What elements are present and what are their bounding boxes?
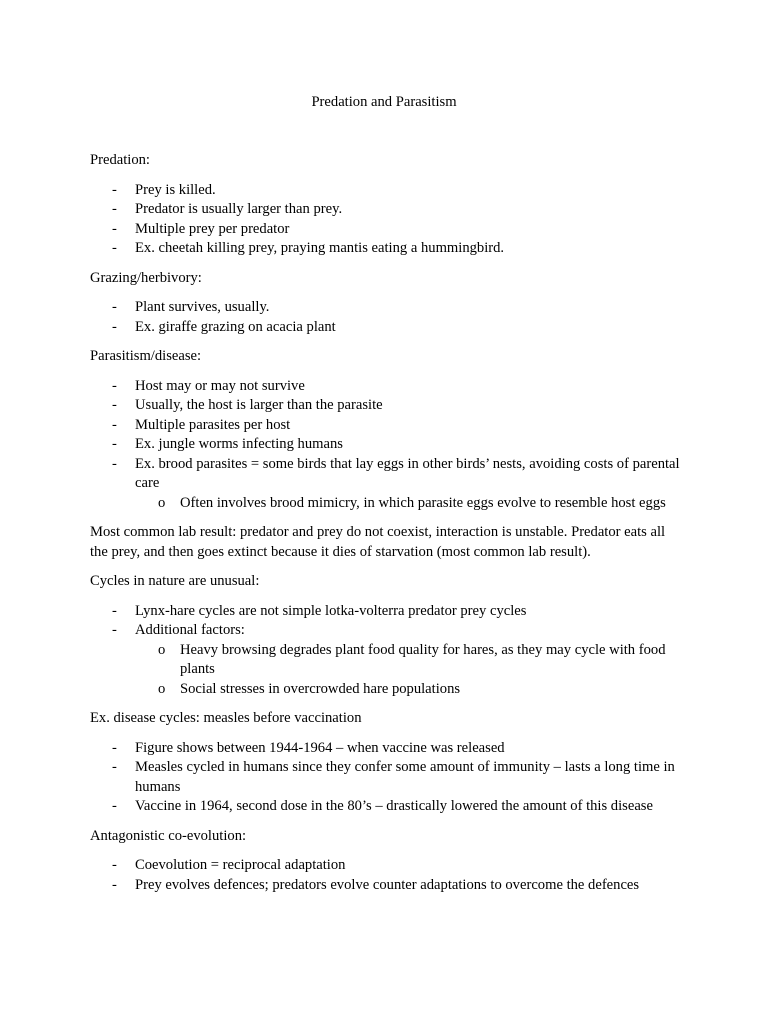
dash-bullet: -	[112, 876, 117, 893]
grazing-list	[90, 298, 682, 337]
parasitism-list	[90, 377, 682, 514]
list-item	[90, 200, 682, 220]
dash-bullet: -	[112, 455, 117, 472]
section-heading-parasitism: Parasitism/disease:	[90, 348, 202, 364]
list-item	[90, 455, 682, 514]
dash-bullet: -	[112, 181, 117, 198]
list-item	[90, 876, 682, 896]
dash-bullet: -	[112, 436, 117, 452]
list-item	[90, 435, 682, 455]
section-heading-grazing: Grazing/herbivory:	[90, 269, 202, 286]
sublist-item-text: Social stresses in overcrowded hare populations	[180, 680, 461, 697]
coevolution-list	[90, 856, 682, 895]
sublist-item-text: Often involves brood mimicry, in which parasite eggs evolve to resemble host eggs	[180, 494, 666, 511]
section-heading-cycles: Cycles in nature are unusual:	[90, 573, 260, 589]
dash-bullet: -	[112, 622, 117, 638]
list-item	[90, 797, 682, 817]
list-item-text: Ex. jungle worms infecting humans	[135, 436, 343, 452]
dash-bullet: -	[112, 798, 117, 814]
dash-bullet: -	[112, 377, 117, 394]
list-item-text: Host may or may not survive	[135, 377, 305, 394]
circle-bullet: o	[158, 494, 166, 511]
list-item-text: Lynx-hare cycles are not simple lotka-volterra predator prey cycles	[135, 602, 527, 619]
circle-bullet: o	[158, 641, 166, 658]
list-item-text: Additional factors:	[135, 622, 245, 638]
list-item	[90, 396, 682, 416]
list-item-text: Multiple prey per predator	[135, 220, 290, 237]
list-item-text: Vaccine in 1964, second dose in the 80’s – drastically lowered the amount of this disease	[135, 798, 653, 814]
section-heading-coevolution: Antagonistic co-evolution:	[90, 827, 247, 844]
section-heading-disease-cycles: Ex. disease cycles: measles before vaccination	[90, 710, 362, 726]
brood-parasite-sublist	[135, 494, 682, 514]
list-item	[90, 416, 682, 436]
lab-result-paragraph: Most common lab result: predator and prey do not coexist, interaction is unstable. Predator eats all the prey, and then goes extinct because it dies of starvation (most common lab result).	[90, 524, 666, 560]
sublist-item	[135, 680, 682, 700]
section-heading-predation: Predation:	[90, 152, 150, 168]
circle-bullet: o	[158, 680, 166, 697]
list-item	[90, 318, 682, 338]
disease-cycles-list	[90, 739, 682, 817]
list-item	[90, 758, 682, 797]
dash-bullet: -	[112, 240, 117, 256]
sublist-item	[135, 641, 682, 680]
dash-bullet: -	[112, 397, 117, 413]
document-body	[90, 151, 682, 905]
dash-bullet: -	[112, 759, 117, 775]
list-item-text: Predator is usually larger than prey.	[135, 201, 343, 217]
list-item	[90, 239, 682, 259]
list-item	[90, 621, 682, 699]
list-item-text: Ex. cheetah killing prey, praying mantis eating a hummingbird.	[135, 240, 505, 256]
list-item-text: Multiple parasites per host	[135, 416, 291, 433]
dash-bullet: -	[112, 739, 117, 756]
dash-bullet: -	[112, 857, 117, 873]
list-item	[90, 739, 682, 759]
predation-list	[90, 181, 682, 259]
list-item	[90, 220, 682, 240]
page-title: Predation and Parasitism	[311, 94, 457, 110]
dash-bullet: -	[112, 602, 117, 619]
dash-bullet: -	[112, 201, 117, 217]
list-item-text: Measles cycled in humans since they confer some amount of immunity – lasts a long time in humans	[135, 759, 675, 795]
list-item-text: Usually, the host is larger than the parasite	[135, 397, 383, 413]
list-item-text: Ex. giraffe grazing on acacia plant	[135, 318, 336, 335]
list-item-text: Prey evolves defences; predators evolve counter adaptations to overcome the defences	[135, 876, 640, 893]
list-item	[90, 856, 682, 876]
dash-bullet: -	[112, 220, 117, 237]
list-item-text: Ex. brood parasites = some birds that lay eggs in other birds’ nests, avoiding costs of parental care	[135, 455, 680, 491]
dash-bullet: -	[112, 299, 117, 315]
list-item-text: Figure shows between 1944-1964 – when vaccine was released	[135, 739, 505, 756]
list-item	[90, 602, 682, 622]
sublist-item-text: Heavy browsing degrades plant food quality for hares, as they may cycle with food plants	[180, 641, 666, 677]
sublist-item	[135, 494, 682, 514]
list-item	[90, 181, 682, 201]
list-item-text: Coevolution = reciprocal adaptation	[135, 857, 346, 873]
list-item	[90, 377, 682, 397]
dash-bullet: -	[112, 416, 117, 433]
cycles-list	[90, 602, 682, 700]
additional-factors-sublist	[135, 641, 682, 700]
dash-bullet: -	[112, 318, 117, 335]
list-item-text: Plant survives, usually.	[135, 299, 270, 315]
list-item-text: Prey is killed.	[135, 181, 216, 198]
list-item	[90, 298, 682, 318]
